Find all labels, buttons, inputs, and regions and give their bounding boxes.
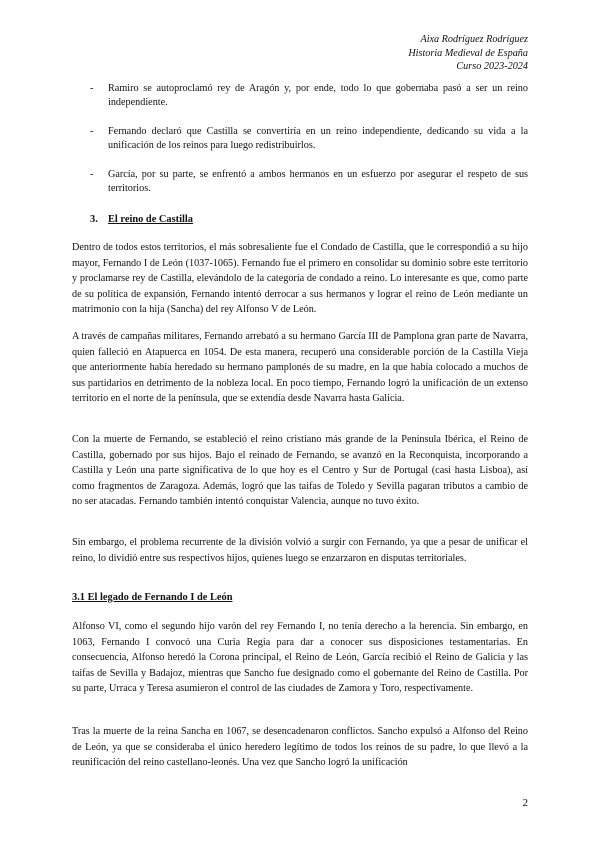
page-header [268, 33, 528, 74]
bullet-marker: - [90, 126, 94, 137]
paragraph: Con la muerte de Fernando, se estableció el reino cristiano más grande de la Península Ibérica, el Reino de Castilla, gobernado por sus hijos. Bajo el reinado de Fernando, se avanzó en la Reconquista, incorporando a Castilla y León una parte significativa de lo que hoy es el Centro y Sur de Portugal (casi hasta Lisboa), así como fragmentos de Zaragoza. Además, logró que las taifas de Toledo y Sevilla pagaran tributos a cambio de no ser atacadas. Fernando también intentó conquistar Valencia, aunque no tuvo éxito. [72, 434, 528, 508]
bullet-list [72, 82, 528, 195]
paragraph: Dentro de todos estos territorios, el más sobresaliente fue el Condado de Castilla, que le correspondió a su hijo mayor, Fernando I de León (1037-1065). Fernando fue el primero en consolidar su dominio sobre este territorio y proclamarse rey de Castilla, elevándolo de la categoría de condado a reino. Lo interesante es que, como parte de su política de expansión, Fernando intentó derrocar a sus hermanos y lograr el reino de León mediante un matrimonio con la hija (Sancha) del rey Alfonso V de León. [72, 242, 528, 316]
paragraph: Tras la muerte de la reina Sancha en 1067, se desencadenaron conflictos. Sancho expulsó a Alfonso del Reino de León, ya que se consideraba el único heredero legítimo de todos los reinos de su padre, lo que llevó a la reunificación del reino castellano-leonés. Una vez que Sancho logró la unificación [72, 726, 528, 769]
paragraph: Alfonso VI, como el segundo hijo varón del rey Fernando I, no tenía derecho a la herencia. Sin embargo, en 1063, Fernando I convocó una Curia Regia para dar a conocer sus disposiciones testamentarias. En consecuencia, Alfonso heredó la Corona principal, el Reino de León, García recibió el Reino de Galicia y las taifas de Sevilla y Badajoz, mientras que Sancho fue designado como el gobernante del Reino de Castilla. Por su parte, Urraca y Teresa asumieron el control de las ciudades de Zamora y Toro, respectivamente. [72, 621, 528, 695]
list-item [72, 125, 528, 152]
header-year: Curso 2023-2024 [456, 61, 528, 72]
paragraph: A través de campañas militares, Fernando arrebató a su hermano García III de Pamplona gran parte de Navarra, quien falleció en Atapuerca en 1054. De esta manera, recuperó una considerable porción de la Castilla Vieja que anteriormente había heredado su hermano pamplonés de su madre, en la que había colocado a muchos de sus partidarios en detrimento de la nobleza local. En poco tiempo, Fernando logró la unificación de un extenso territorio en el norte de la península, que se extendía desde Navarra hasta Galicia. [72, 331, 528, 405]
section-heading [90, 214, 193, 225]
list-item [72, 168, 528, 195]
header-author: Aixa Rodríguez Rodríguez [420, 34, 528, 45]
bullet-text: García, por su parte, se enfrentó a ambos hermanos en un esfuerzo por asegurar el respeto de sus territorios. [108, 169, 528, 194]
bullet-marker: - [90, 169, 94, 180]
header-course: Historia Medieval de España [408, 47, 528, 59]
list-item [72, 82, 528, 109]
bullet-marker: - [90, 83, 94, 94]
subsection-heading: 3.1 El legado de Fernando I de León [72, 592, 233, 603]
section-number: 3. [90, 214, 98, 225]
page-number: 2 [522, 797, 528, 809]
bullet-text: Ramiro se autoproclamó rey de Aragón y, por ende, todo lo que gobernaba pasó a ser un reino independiente. [108, 83, 528, 108]
bullet-text: Fernando declaró que Castilla se convertiría en un reino independiente, dedicando su vida a la unificación de los reinos para luego redistribuirlos. [108, 126, 528, 151]
paragraph: Sin embargo, el problema recurrente de la división volvió a surgir con Fernando, ya que a pesar de unificar el reino, lo dividió entre sus respectivos hijos, quienes luego se enzarzaron en disputas territoriales. [72, 537, 528, 564]
section-title: El reino de Castilla [108, 214, 193, 225]
